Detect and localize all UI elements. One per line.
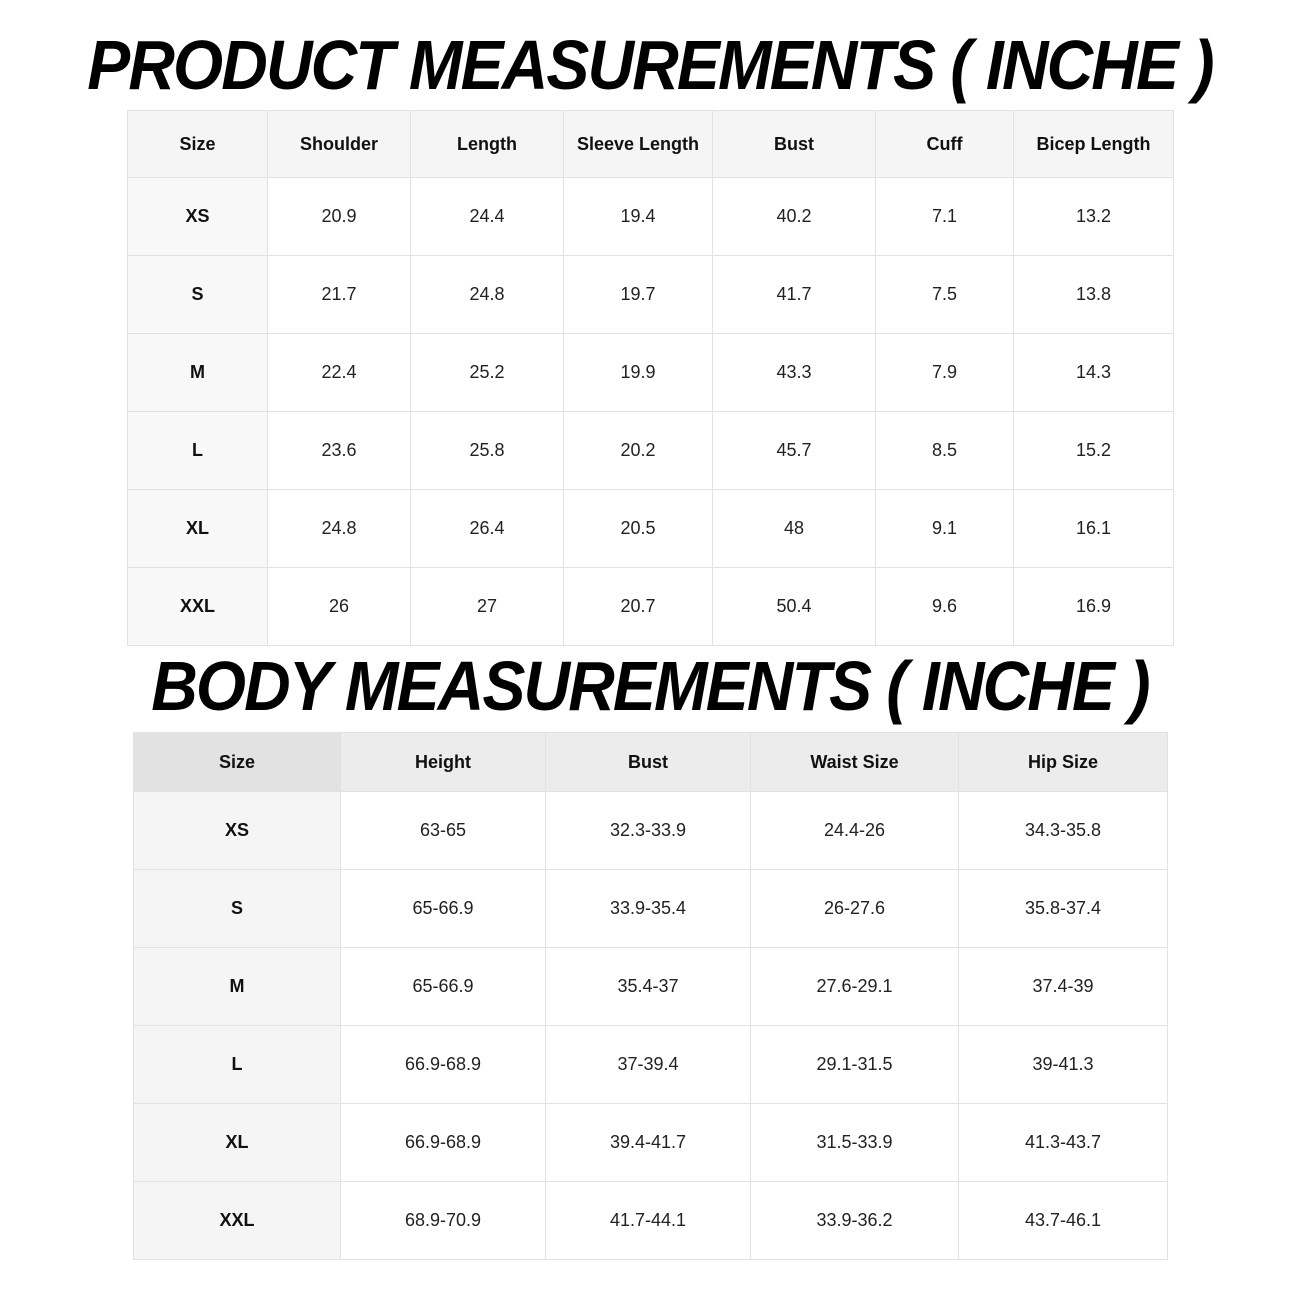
measurement-value: 65-66.9 — [341, 870, 546, 948]
measurement-value: 20.7 — [564, 568, 713, 646]
product-header-row — [128, 111, 1174, 178]
table-row-m — [134, 948, 1168, 1026]
row-size-label: XL — [134, 1104, 341, 1182]
measurement-value: 19.9 — [564, 334, 713, 412]
measurement-value: 45.7 — [713, 412, 876, 490]
table-row-xl — [128, 490, 1174, 568]
measurement-value: 31.5-33.9 — [751, 1104, 959, 1182]
table-row-xxl — [134, 1182, 1168, 1260]
measurement-value: 21.7 — [268, 256, 411, 334]
measurement-value: 63-65 — [341, 792, 546, 870]
measurement-value: 41.3-43.7 — [959, 1104, 1168, 1182]
measurement-value: 33.9-35.4 — [546, 870, 751, 948]
measurement-value: 25.8 — [411, 412, 564, 490]
measurement-value: 9.1 — [876, 490, 1014, 568]
column-header-waist-size: Waist Size — [751, 733, 959, 792]
row-size-label: S — [128, 256, 268, 334]
body-measurements-title: BODY MEASUREMENTS ( INCHE ) — [151, 647, 1149, 725]
row-size-label: XS — [134, 792, 341, 870]
measurement-value: 13.2 — [1014, 178, 1174, 256]
measurement-value: 24.8 — [268, 490, 411, 568]
column-header-length: Length — [411, 111, 564, 178]
measurement-value: 37.4-39 — [959, 948, 1168, 1026]
measurement-value: 22.4 — [268, 334, 411, 412]
measurement-value: 41.7 — [713, 256, 876, 334]
measurement-value: 41.7-44.1 — [546, 1182, 751, 1260]
table-row-xl — [134, 1104, 1168, 1182]
measurement-value: 20.9 — [268, 178, 411, 256]
measurement-value: 27 — [411, 568, 564, 646]
measurement-value: 19.4 — [564, 178, 713, 256]
column-header-size: Size — [134, 733, 341, 792]
row-size-label: S — [134, 870, 341, 948]
column-header-sleeve-length: Sleeve Length — [564, 111, 713, 178]
measurement-value: 26.4 — [411, 490, 564, 568]
measurement-value: 23.6 — [268, 412, 411, 490]
body-header-row — [134, 733, 1168, 792]
measurement-value: 20.5 — [564, 490, 713, 568]
measurement-value: 7.9 — [876, 334, 1014, 412]
row-size-label: L — [128, 412, 268, 490]
measurement-value: 32.3-33.9 — [546, 792, 751, 870]
column-header-bust: Bust — [713, 111, 876, 178]
measurement-value: 50.4 — [713, 568, 876, 646]
measurement-value: 19.7 — [564, 256, 713, 334]
row-size-label: M — [134, 948, 341, 1026]
measurement-value: 7.1 — [876, 178, 1014, 256]
product-measurements-title: PRODUCT MEASUREMENTS ( INCHE ) — [87, 26, 1213, 104]
measurement-value: 16.9 — [1014, 568, 1174, 646]
measurement-value: 14.3 — [1014, 334, 1174, 412]
column-header-shoulder: Shoulder — [268, 111, 411, 178]
measurement-value: 37-39.4 — [546, 1026, 751, 1104]
measurement-value: 34.3-35.8 — [959, 792, 1168, 870]
column-header-bicep-length: Bicep Length — [1014, 111, 1174, 178]
measurement-value: 35.8-37.4 — [959, 870, 1168, 948]
table-row-xs — [128, 178, 1174, 256]
measurement-value: 26-27.6 — [751, 870, 959, 948]
measurement-value: 40.2 — [713, 178, 876, 256]
measurement-value: 9.6 — [876, 568, 1014, 646]
row-size-label: XS — [128, 178, 268, 256]
product-measurements-table — [127, 110, 1174, 646]
row-size-label: XXL — [128, 568, 268, 646]
measurement-value: 29.1-31.5 — [751, 1026, 959, 1104]
measurement-value: 15.2 — [1014, 412, 1174, 490]
row-size-label: L — [134, 1026, 341, 1104]
measurement-value: 66.9-68.9 — [341, 1104, 546, 1182]
measurement-value: 48 — [713, 490, 876, 568]
table-row-xs — [134, 792, 1168, 870]
measurement-value: 25.2 — [411, 334, 564, 412]
table-row-l — [128, 412, 1174, 490]
column-header-size: Size — [128, 111, 268, 178]
measurement-value: 39.4-41.7 — [546, 1104, 751, 1182]
measurement-value: 65-66.9 — [341, 948, 546, 1026]
row-size-label: XL — [128, 490, 268, 568]
measurement-value: 24.8 — [411, 256, 564, 334]
measurement-value: 66.9-68.9 — [341, 1026, 546, 1104]
measurement-value: 43.7-46.1 — [959, 1182, 1168, 1260]
table-row-s — [128, 256, 1174, 334]
measurement-value: 16.1 — [1014, 490, 1174, 568]
measurement-value: 7.5 — [876, 256, 1014, 334]
measurement-value: 43.3 — [713, 334, 876, 412]
measurement-value: 20.2 — [564, 412, 713, 490]
table-row-l — [134, 1026, 1168, 1104]
row-size-label: XXL — [134, 1182, 341, 1260]
measurement-value: 33.9-36.2 — [751, 1182, 959, 1260]
column-header-hip-size: Hip Size — [959, 733, 1168, 792]
table-row-m — [128, 334, 1174, 412]
measurement-value: 13.8 — [1014, 256, 1174, 334]
measurement-value: 68.9-70.9 — [341, 1182, 546, 1260]
measurement-value: 39-41.3 — [959, 1026, 1168, 1104]
row-size-label: M — [128, 334, 268, 412]
column-header-cuff: Cuff — [876, 111, 1014, 178]
measurement-value: 24.4-26 — [751, 792, 959, 870]
table-row-s — [134, 870, 1168, 948]
measurement-value: 26 — [268, 568, 411, 646]
measurement-value: 24.4 — [411, 178, 564, 256]
measurement-value: 27.6-29.1 — [751, 948, 959, 1026]
column-header-bust: Bust — [546, 733, 751, 792]
measurement-value: 8.5 — [876, 412, 1014, 490]
measurement-value: 35.4-37 — [546, 948, 751, 1026]
body-measurements-table — [133, 732, 1168, 1260]
column-header-height: Height — [341, 733, 546, 792]
table-row-xxl — [128, 568, 1174, 646]
